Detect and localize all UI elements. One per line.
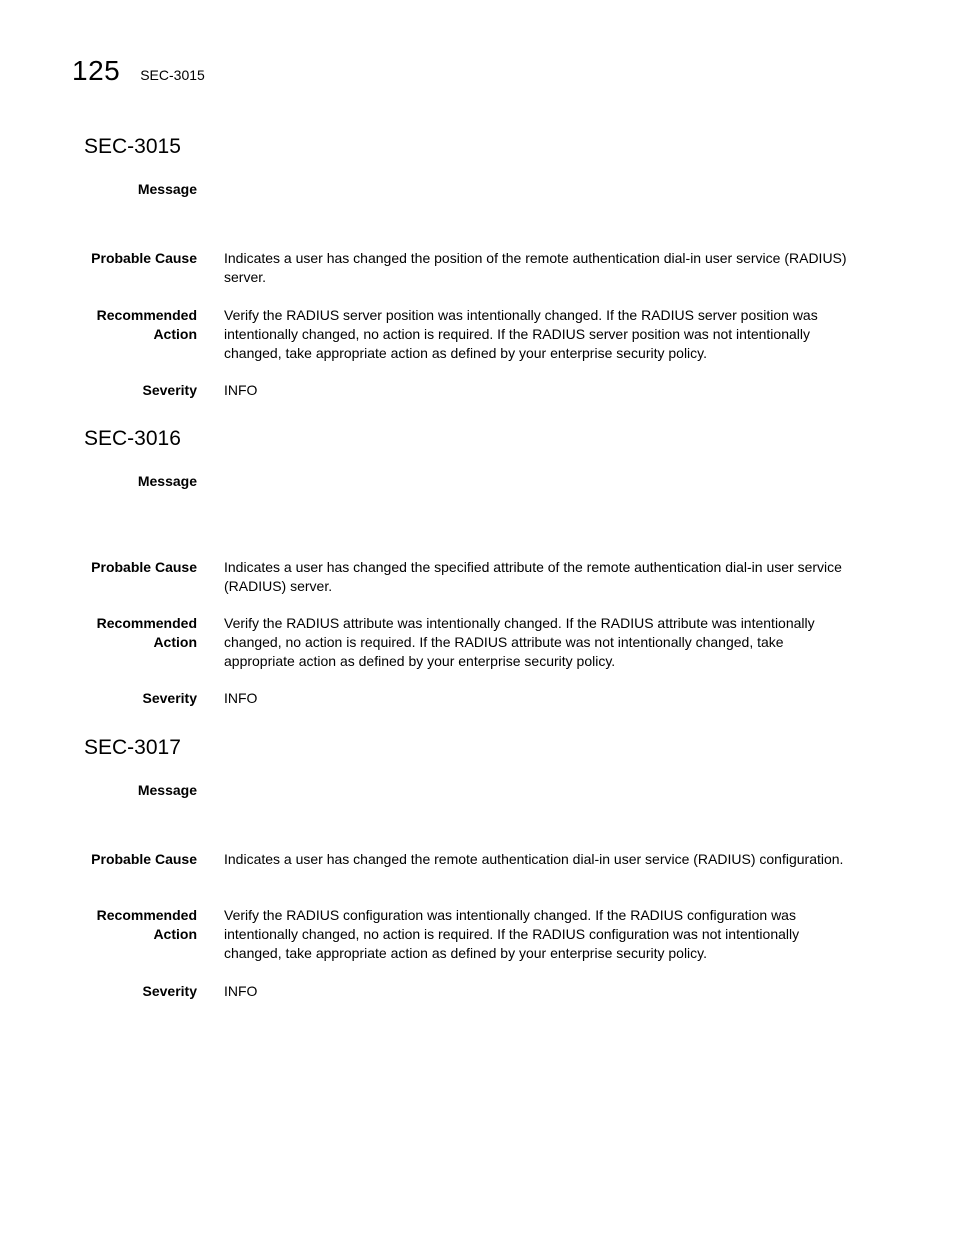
probable-cause-label: Probable Cause (91, 250, 197, 266)
severity-label: Severity (142, 690, 197, 706)
section-title: SEC-3017 (84, 736, 181, 759)
recommended-label-line1: Recommended (96, 307, 197, 323)
severity-value: INFO (224, 382, 258, 398)
page-number: 125 (72, 55, 121, 86)
probable-cause-label: Probable Cause (91, 851, 197, 867)
severity-label: Severity (142, 983, 197, 999)
probable-cause-text: Indicates a user has changed the specified attribute of the remote authentication dial-in user service (RADIUS) server. (224, 559, 842, 594)
recommended-action-label (67, 906, 197, 944)
probable-cause-label: Probable Cause (91, 559, 197, 575)
probable-cause-text: Indicates a user has changed the remote authentication dial-in user service (RADIUS) configuration. (224, 851, 844, 867)
severity-label: Severity (142, 382, 197, 398)
recommended-action-text: Verify the RADIUS server position was intentionally changed. If the RADIUS server position was intentionally changed, no action is required. If the RADIUS server position was not intentionally changed, take appropriate action as defined by your enterprise security policy. (224, 307, 818, 361)
severity-value: INFO (224, 690, 258, 706)
section-title: SEC-3015 (84, 135, 181, 158)
recommended-label-line2: Action (153, 926, 197, 942)
page-header (72, 54, 205, 88)
recommended-action-label (67, 614, 197, 652)
recommended-label-line2: Action (153, 634, 197, 650)
recommended-action-label (67, 306, 197, 344)
recommended-action-text: Verify the RADIUS attribute was intentionally changed. If the RADIUS attribute was intentionally changed, no action is required. If the RADIUS attribute was not intentionally changed, take appropriate action as defined by your enterprise security policy. (224, 615, 815, 669)
message-label: Message (137, 473, 197, 489)
message-label: Message (137, 782, 197, 798)
severity-value: INFO (224, 983, 258, 999)
recommended-label-line1: Recommended (96, 907, 197, 923)
recommended-label-line1: Recommended (96, 615, 197, 631)
recommended-label-line2: Action (153, 326, 197, 342)
recommended-action-text: Verify the RADIUS configuration was intentionally changed. If the RADIUS configuration was intentionally changed, no action is required. If the RADIUS configuration was not intentionally changed, take appropriate action as defined by your enterprise security policy. (224, 907, 800, 961)
running-title: SEC-3015 (140, 67, 205, 83)
message-label: Message (137, 181, 197, 197)
probable-cause-text: Indicates a user has changed the position of the remote authentication dial-in user service (RADIUS) server. (224, 250, 847, 285)
section-title: SEC-3016 (84, 427, 181, 450)
